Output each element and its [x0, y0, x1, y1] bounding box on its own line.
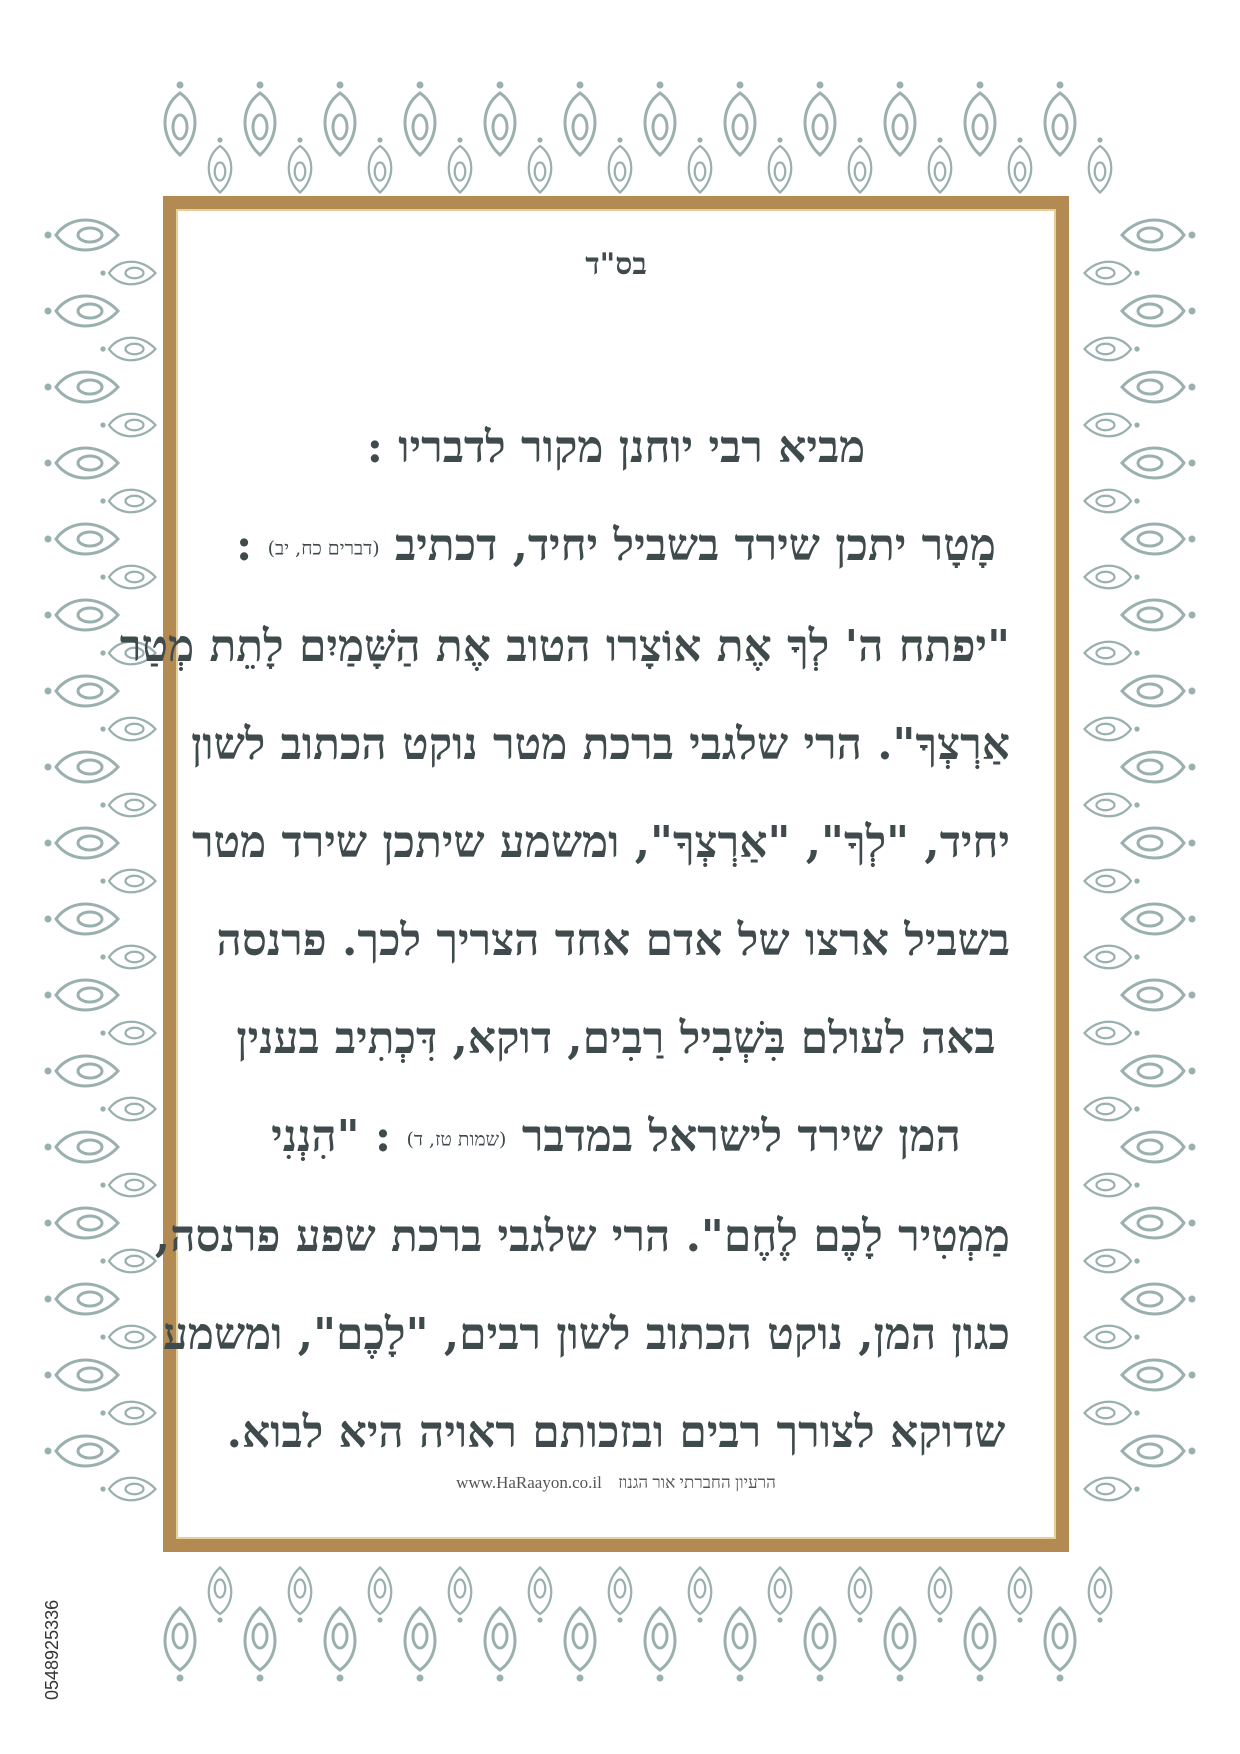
text-line-8: מַמְטִיר לָכֶם לֶחֶם". הרי שלגבי ברכת שפע פרנסה, — [154, 1211, 1010, 1262]
ornament-petal — [645, 82, 675, 156]
ornament-petal — [1085, 566, 1140, 589]
ornament-petal — [100, 794, 155, 817]
bsd-header: בס"ד — [585, 247, 647, 282]
ornament-petal — [45, 372, 119, 402]
line-1-tail: : — [236, 520, 253, 571]
ornament-petal — [1122, 372, 1196, 402]
ornament-petal — [100, 490, 155, 513]
text-line-5: בשביל ארצו של אדם אחד הצריך לכך. פרנסה — [216, 914, 1010, 966]
text-line-4: יחיד, "לְךָ", "אַרְצְךָ", ומשמע שיתכן שירד מטר — [191, 816, 1010, 868]
footer-url[interactable]: www.HaRaayon.co.il — [456, 1473, 602, 1492]
ornament-petal — [1085, 414, 1140, 437]
ornament-petal — [485, 1608, 515, 1682]
ornament-petal — [45, 448, 119, 478]
ornament-petal — [885, 1608, 915, 1682]
text-line-1 — [222, 497, 1010, 598]
ornament-petal — [1085, 718, 1140, 741]
ornament-petal — [100, 1250, 155, 1273]
ornament-petal — [849, 1568, 872, 1623]
ornament-petal — [1085, 1174, 1140, 1197]
ornament-petal — [1122, 1056, 1196, 1086]
ornament-petal — [369, 1568, 392, 1623]
ornament-petal — [1085, 1478, 1140, 1501]
ornament-petal — [405, 1608, 435, 1682]
footer-org: הרעיון החברתי אור הגנוז — [618, 1473, 776, 1492]
ornament-petal — [45, 1284, 119, 1314]
ornament-petal — [1085, 1022, 1140, 1045]
ornament-petal — [245, 82, 275, 156]
ornament-petal — [1122, 220, 1196, 250]
ornament-petal — [45, 296, 119, 326]
ornament-petal — [45, 828, 119, 858]
ornament-petal — [1085, 1250, 1140, 1273]
ornament-petal — [100, 1478, 155, 1501]
ornament-petal — [100, 338, 155, 361]
ornament-petal — [289, 137, 312, 192]
ornament-petal — [100, 1402, 155, 1425]
text-line-9: כגון המן, נוקט הכתוב לשון רבים, "לָכֶם", ומשמע — [163, 1309, 1010, 1360]
ornament-petal — [1122, 296, 1196, 326]
ornament-petal — [689, 137, 712, 192]
ornament-petal — [1009, 137, 1032, 192]
ornament-petal — [1085, 870, 1140, 893]
ornament-petal — [929, 137, 952, 192]
ornament-petal — [1085, 1402, 1140, 1425]
ornament-petal — [100, 1022, 155, 1045]
ornament-petal — [100, 870, 155, 893]
text-line-10: שדוקא לצורך רבים ובזכותם ראויה היא לבוא. — [226, 1407, 1006, 1458]
ornament-petal — [1085, 262, 1140, 285]
footer — [176, 1473, 1056, 1493]
ornament-petal — [565, 1608, 595, 1682]
ornament-petal — [289, 1568, 312, 1623]
ornament-petal — [1122, 524, 1196, 554]
ornament-petal — [965, 82, 995, 156]
line-7-tail: : "הִנְנִי — [271, 1110, 392, 1162]
ornament-petal — [1085, 1098, 1140, 1121]
ornament-petal — [45, 1056, 119, 1086]
ornament-petal — [325, 1608, 355, 1682]
ornament-petal — [965, 1608, 995, 1682]
ornament-petal — [1122, 448, 1196, 478]
ornament-petal — [45, 524, 119, 554]
body-text — [119, 399, 1010, 1482]
ornament-petal — [1089, 1568, 1112, 1623]
source-ref-1: (דברים כח, יב) — [267, 537, 380, 560]
ornament-petal — [100, 1326, 155, 1349]
ornament-petal — [100, 262, 155, 285]
text-line-6: באה לעולם בִּשְׁבִיל רַבִים, דוקא, דִּכְתִיב בענין — [236, 1012, 996, 1064]
ornament-petal — [1122, 904, 1196, 934]
ornament-petal — [45, 600, 119, 630]
ornament-petal — [1085, 642, 1140, 665]
ornament-petal — [209, 1568, 232, 1623]
ornament-petal — [1045, 1608, 1075, 1682]
ornament-petal — [100, 1174, 155, 1197]
ornament-petal — [849, 137, 872, 192]
ornament-petal — [769, 137, 792, 192]
ornament-petal — [529, 1568, 552, 1623]
ornament-petal — [725, 1608, 755, 1682]
ornament-petal — [100, 946, 155, 969]
ornament-petal — [485, 82, 515, 156]
line-7-text: המן שירד לישראל במדבר — [521, 1110, 961, 1162]
ornament-petal — [45, 220, 119, 250]
ornament-petal — [1085, 490, 1140, 513]
ornament-petal — [45, 1360, 119, 1390]
ornament-petal — [325, 82, 355, 156]
ornament-petal — [1122, 1132, 1196, 1162]
ornament-petal — [805, 82, 835, 156]
gold-frame — [119, 196, 1069, 1552]
text-line-7 — [222, 1088, 1010, 1189]
ornament-petal — [100, 1098, 155, 1121]
ornament-petal — [449, 137, 472, 192]
ornament-petal — [609, 137, 632, 192]
ornament-petal — [45, 752, 119, 782]
line-1-text: מָטָר יתכן שירד בשביל יחיד, דכתיב — [395, 520, 996, 571]
ornament-petal — [689, 1568, 712, 1623]
ornament-petal — [405, 82, 435, 156]
ornament-petal — [885, 82, 915, 156]
ornament-petal — [165, 82, 195, 156]
ornament-petal — [45, 1436, 119, 1466]
ornament-petal — [45, 1132, 119, 1162]
source-ref-2: (שמות טז, ד) — [406, 1128, 507, 1150]
ornament-petal — [1085, 946, 1140, 969]
ornament-petal — [209, 137, 232, 192]
ornament-petal — [45, 676, 119, 706]
ornament-petal — [725, 82, 755, 156]
ornament-petal — [805, 1608, 835, 1682]
ornament-petal — [45, 980, 119, 1010]
ornament-petal — [1122, 980, 1196, 1010]
ornament-petal — [769, 1568, 792, 1623]
ornament-petal — [1122, 676, 1196, 706]
ornament-petal — [529, 137, 552, 192]
ornament-petal — [1122, 1208, 1196, 1238]
ornament-petal — [1122, 828, 1196, 858]
ornament-petal — [1009, 1568, 1032, 1623]
ornament-petal — [100, 566, 155, 589]
ornament-petal — [165, 1608, 195, 1682]
ornament-petal — [1085, 338, 1140, 361]
ornament-petal — [100, 718, 155, 741]
ornament-petal — [1122, 600, 1196, 630]
ornament-petal — [565, 82, 595, 156]
ornament-petal — [1122, 1284, 1196, 1314]
ornament-petal — [929, 1568, 952, 1623]
ornament-petal — [245, 1608, 275, 1682]
ornament-petal — [45, 904, 119, 934]
text-line-2: "יפתח ה' לְךָ אֶת אוֹצָרו הטוב אֶת הַשָּׁמַיִם לָתֵת מְטַר — [119, 620, 1010, 672]
ornament-petal — [609, 1568, 632, 1623]
ornament-petal — [1085, 1326, 1140, 1349]
ornament-petal — [369, 137, 392, 192]
ornament-petal — [1089, 137, 1112, 192]
ornament-petal — [1122, 1360, 1196, 1390]
text-line-3: אַרְצְךָ". הרי שלגבי ברכת מטר נוקט הכתוב לשון — [191, 718, 1010, 770]
ornament-petal — [45, 1208, 119, 1238]
side-phone-number: 0548925336 — [42, 1599, 62, 1700]
ornament-petal — [1122, 752, 1196, 782]
ornament-petal — [1085, 794, 1140, 817]
ornament-petal — [1045, 82, 1075, 156]
title-line: מביא רבי יוחנן מקור לדבריו : — [366, 422, 866, 473]
ornament-petal — [100, 414, 155, 437]
ornament-petal — [449, 1568, 472, 1623]
ornament-petal — [1122, 1436, 1196, 1466]
ornament-petal — [645, 1608, 675, 1682]
